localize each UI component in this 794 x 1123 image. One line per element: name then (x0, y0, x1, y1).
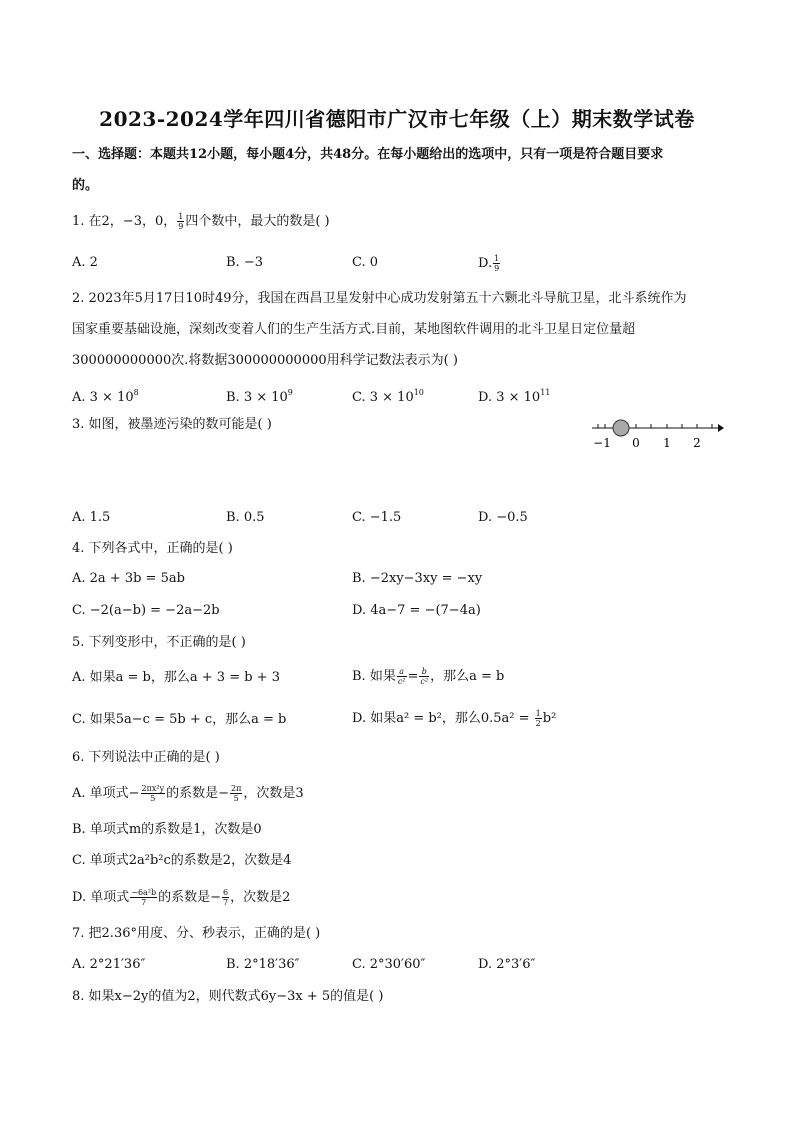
q4-option-c: C. −2(a−b) = −2a−2b (72, 603, 220, 618)
q4-option-d: D. 4a−7 = −(7−4a) (352, 603, 481, 618)
q6-d-suffix: ，次数是2 (230, 890, 291, 905)
q1-stem-b: 四个数中，最大的数是( ) (185, 214, 330, 229)
number-line-arrow (718, 424, 724, 432)
q3-option-b: B. 0.5 (226, 510, 265, 525)
question-7-stem: 7. 把2.36°用度、分、秒表示，正确的是( ) (72, 926, 321, 941)
q6-d-frac-term: $\frac{\text{−6a²b}}{7}$ (131, 888, 157, 907)
q1-frac-den: 9 (178, 222, 184, 231)
q2-option-b (226, 384, 293, 407)
question-1-stem (72, 212, 330, 231)
question-6-stem: 6. 下列说法中正确的是( ) (72, 750, 220, 765)
q7-option-d: D. 2°3′6″ (478, 957, 536, 972)
q2-c-exp: 10 (413, 388, 424, 397)
q6-d-frac-coef: $\frac{6}{7}$ (223, 888, 229, 907)
q5-b-frac-right: $\frac{b}{\text{c²}}$ (420, 667, 429, 686)
q2-b-base: B. 3 × 10 (226, 390, 288, 405)
q6-option-a (72, 784, 304, 803)
q1-option-d-fraction (493, 254, 500, 273)
q5-option-d (352, 709, 556, 728)
q6-option-d (72, 888, 290, 907)
q1-d-num: 1 (494, 254, 500, 263)
question-2-line3: 300000000000次.将数据300000000000用科学记数法表示为( ) (72, 353, 458, 368)
page-title: 2023-2024学年四川省德阳市广汉市七年级（上）期末数学试卷 (99, 107, 695, 131)
q1-option-c: C. 0 (352, 255, 379, 270)
q5-b-prefix: B. 如果 (352, 669, 396, 684)
q6-option-c: C. 单项式2a²b²c的系数是2，次数是4 (72, 853, 292, 868)
number-line-figure (590, 413, 725, 453)
q5-option-c: C. 如果5a−c = 5b + c，那么a = b (72, 712, 287, 727)
q5-b-frac-left: $\frac{a}{\text{c²}}$ (397, 667, 406, 686)
ink-blot (613, 420, 629, 436)
q4-option-b: B. −2xy−3xy = −xy (352, 571, 483, 586)
q5-d-frac: $\frac{1}{2}$ (535, 709, 541, 728)
q1-d-den: 9 (494, 264, 500, 273)
q6-a-mid: 的系数是− (166, 786, 230, 801)
question-4-stem: 4. 下列各式中，正确的是( ) (72, 541, 233, 556)
tick-label-1: 1 (663, 436, 671, 450)
tick-label-0: 0 (632, 436, 640, 450)
section-heading-line2: 的。 (72, 178, 99, 193)
question-5-stem: 5. 下列变形中，不正确的是( ) (72, 635, 246, 650)
q2-d-exp: 11 (540, 388, 551, 397)
q1-stem-a: 1. 在2，−3，0， (72, 214, 177, 229)
q2-c-base: C. 3 × 10 (352, 390, 414, 405)
q7-option-b: B. 2°18′36″ (226, 957, 300, 972)
q6-a-frac-coef: $\frac{2\pi}{5}$ (231, 784, 242, 803)
q5-option-b: B. 如果 $\frac{a}{\text{c²}}$ = $\frac{b}{\text{c²}}$ ，那么a = b (352, 667, 505, 686)
q2-a-base: A. 3 × 10 (72, 390, 134, 405)
tick-label-neg1: −1 (593, 436, 611, 450)
q1-option-d (478, 254, 501, 273)
q1-option-a: A. 2 (72, 255, 98, 270)
q5-option-a: A. 如果a = b，那么a + 3 = b + 3 (72, 670, 280, 685)
q5-d-suffix: b² (542, 711, 557, 726)
question-2-line1: 2. 2023年5月17日10时49分，我国在西昌卫星发射中心成功发射第五十六颗北斗导航卫星，北斗系统作为 (72, 291, 687, 306)
question-3-stem: 3. 如图，被墨迹污染的数可能是( ) (72, 417, 272, 432)
q7-option-c: C. 2°30′60″ (352, 957, 426, 972)
q3-option-c: C. −1.5 (352, 510, 402, 525)
q1-fraction (177, 212, 184, 231)
q6-a-suffix: ，次数是3 (243, 786, 304, 801)
q6-a-prefix: A. 单项式− (72, 786, 140, 801)
q6-a-frac-term: $\frac{\text{2πx²y}}{5}$ (141, 784, 165, 803)
q2-a-exp: 8 (133, 388, 139, 397)
q7-option-a: A. 2°21′36″ (72, 957, 146, 972)
q2-b-exp: 9 (287, 388, 293, 397)
q1-frac-num: 1 (178, 212, 184, 221)
tick-label-2: 2 (693, 436, 701, 450)
question-2-line2: 国家重要基础设施，深刻改变着人们的生产生活方式.目前，某地图软件调用的北斗卫星日定位量超 (72, 322, 636, 337)
q3-option-d: D. −0.5 (478, 510, 528, 525)
q2-option-c (352, 384, 424, 407)
q6-d-mid: 的系数是− (158, 890, 222, 905)
q5-d-prefix: D. 如果a² = b²，那么0.5a² = (352, 711, 534, 726)
q1-option-b: B. −3 (226, 255, 263, 270)
q4-option-a: A. 2a + 3b = 5ab (72, 571, 185, 586)
q5-b-suffix: ，那么a = b (430, 669, 505, 684)
q2-option-a (72, 384, 139, 407)
q6-option-b: B. 单项式m的系数是1，次数是0 (72, 822, 262, 837)
q6-d-prefix: D. 单项式 (72, 890, 130, 905)
section-heading-line1: 一、选择题：本题共12小题，每小题4分，共48分。在每小题给出的选项中，只有一项是符合题目要求 (72, 147, 664, 162)
q3-option-a: A. 1.5 (72, 510, 111, 525)
question-8-stem: 8. 如果x−2y的值为2，则代数式6y−3x + 5的值是( ) (72, 989, 384, 1004)
q1-option-d-prefix: D. (478, 256, 493, 271)
q2-option-d (478, 384, 550, 407)
q2-d-base: D. 3 × 10 (478, 390, 541, 405)
